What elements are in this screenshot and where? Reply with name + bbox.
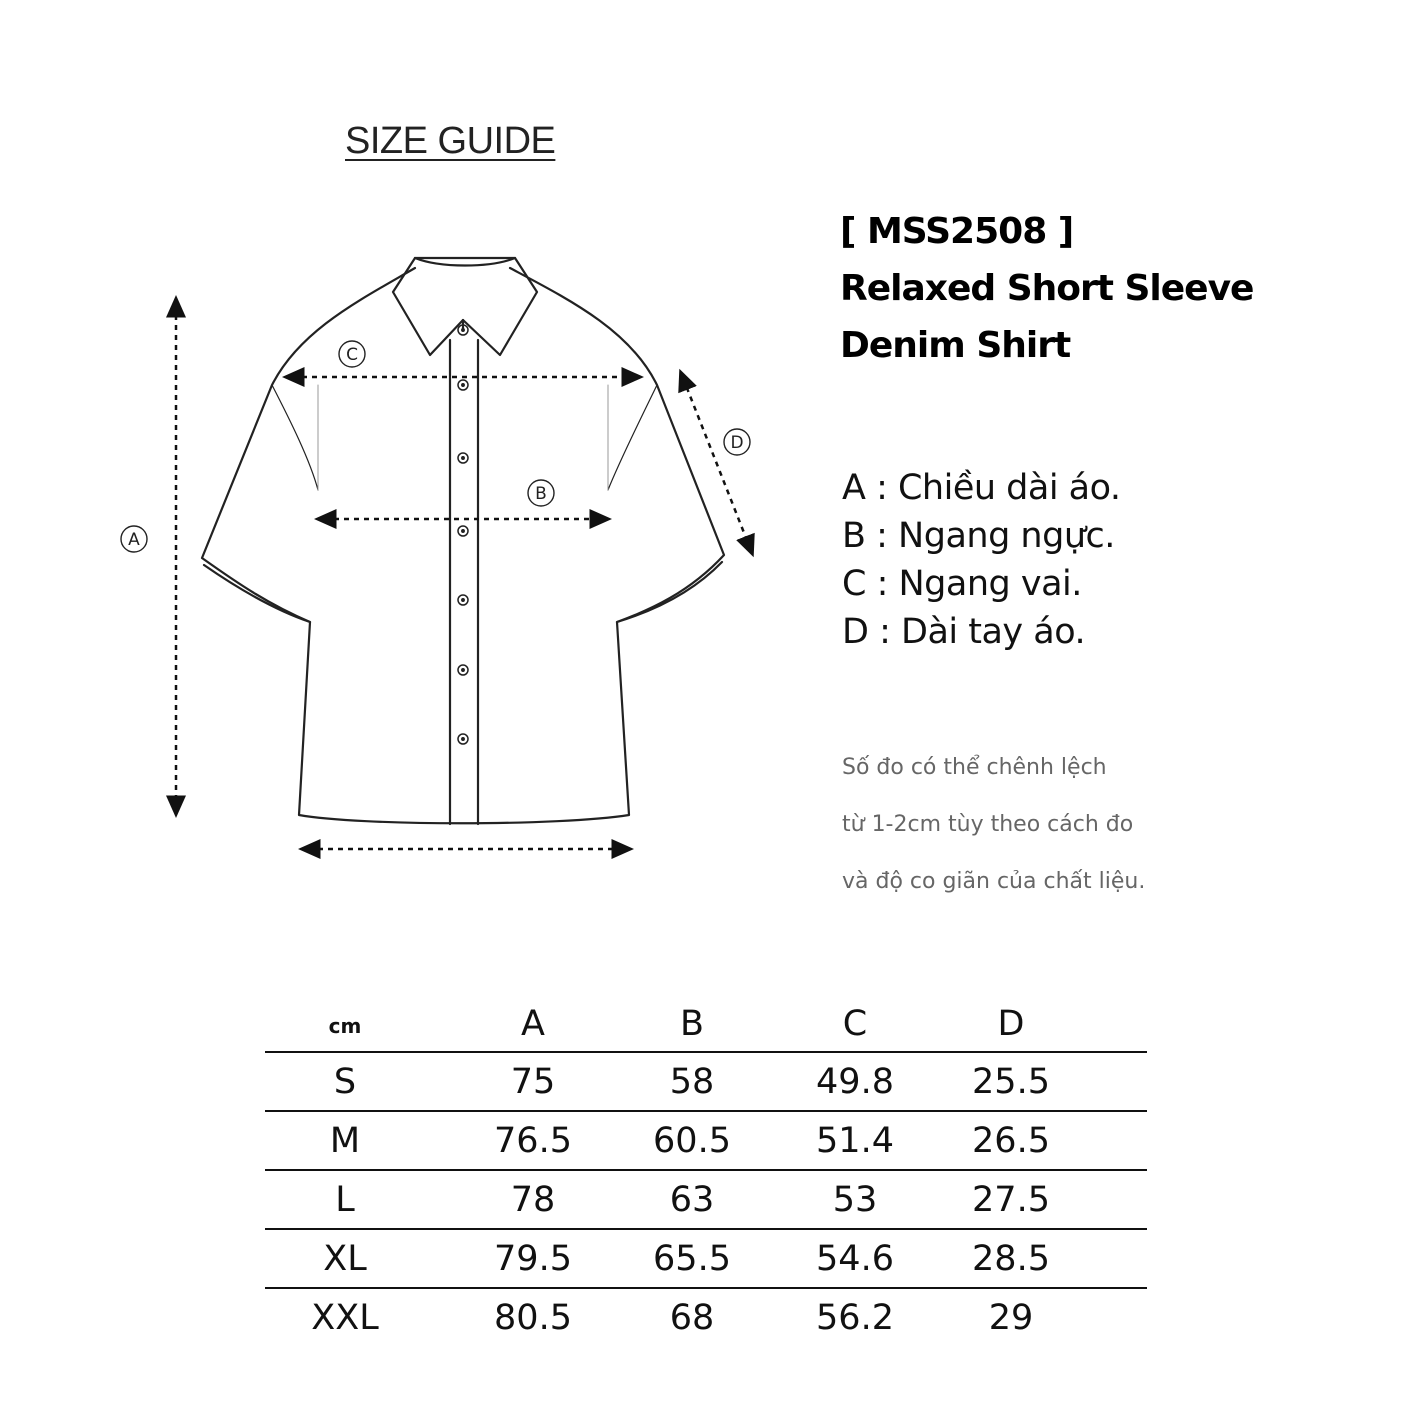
legend-item-a: A : Chiều dài áo. — [842, 468, 1121, 508]
value-cell: 53 — [832, 1179, 878, 1220]
table-header-row — [265, 996, 1147, 1053]
measurement-note — [842, 739, 1145, 910]
table-row — [265, 1230, 1147, 1289]
value-cell: 25.5 — [972, 1061, 1050, 1102]
header-d: D — [997, 1003, 1025, 1044]
value-cell: 27.5 — [972, 1179, 1050, 1220]
value-cell: 54.6 — [816, 1238, 894, 1279]
value-cell: 29 — [988, 1297, 1034, 1338]
value-cell: 56.2 — [816, 1297, 894, 1338]
value-cell: 26.5 — [972, 1120, 1050, 1161]
header-b: B — [679, 1003, 704, 1044]
size-cell: L — [335, 1179, 355, 1220]
measurement-legend — [842, 464, 1121, 656]
value-cell: 28.5 — [972, 1238, 1050, 1279]
size-cell: M — [329, 1120, 361, 1161]
size-cell: S — [333, 1061, 357, 1102]
value-cell: 79.5 — [494, 1238, 572, 1279]
header-c: C — [842, 1003, 868, 1044]
table-row — [265, 1053, 1147, 1112]
product-code: [ MSS2508 ] — [840, 211, 1074, 252]
label-c: C — [346, 345, 358, 365]
value-cell: 51.4 — [816, 1120, 894, 1161]
page-title: SIZE GUIDE — [345, 120, 556, 162]
size-cell: XL — [323, 1238, 367, 1279]
value-cell: 76.5 — [494, 1120, 572, 1161]
label-a: A — [128, 530, 140, 550]
value-cell: 75 — [510, 1061, 556, 1102]
value-cell: 63 — [669, 1179, 715, 1220]
shirt-buttons — [458, 325, 468, 744]
header-a: A — [521, 1003, 545, 1044]
label-d: D — [730, 433, 744, 453]
table-row — [265, 1289, 1147, 1346]
product-name-line1: Relaxed Short Sleeve — [840, 268, 1254, 309]
table-row — [265, 1112, 1147, 1171]
value-cell: 58 — [669, 1061, 715, 1102]
value-cell: 78 — [510, 1179, 556, 1220]
product-name-line2: Denim Shirt — [840, 325, 1071, 366]
value-cell: 49.8 — [816, 1061, 894, 1102]
header-unit: cm — [328, 1013, 362, 1038]
legend-item-c: C : Ngang vai. — [842, 564, 1082, 604]
legend-item-d: D : Dài tay áo. — [842, 612, 1086, 652]
value-cell: 60.5 — [653, 1120, 731, 1161]
legend-item-b: B : Ngang ngực. — [842, 516, 1115, 556]
value-cell: 80.5 — [494, 1297, 572, 1338]
value-cell: 65.5 — [653, 1238, 731, 1279]
measure-d-line — [683, 378, 750, 548]
size-table — [265, 996, 1147, 1346]
table-row — [265, 1171, 1147, 1230]
label-b: B — [535, 484, 547, 504]
note-line: và độ co giãn của chất liệu. — [842, 869, 1146, 894]
value-cell: 68 — [669, 1297, 715, 1338]
note-line: Số đo có thể chênh lệch — [842, 755, 1107, 780]
size-cell: XXL — [311, 1297, 379, 1338]
note-line: từ 1-2cm tùy theo cách đo — [842, 812, 1134, 837]
